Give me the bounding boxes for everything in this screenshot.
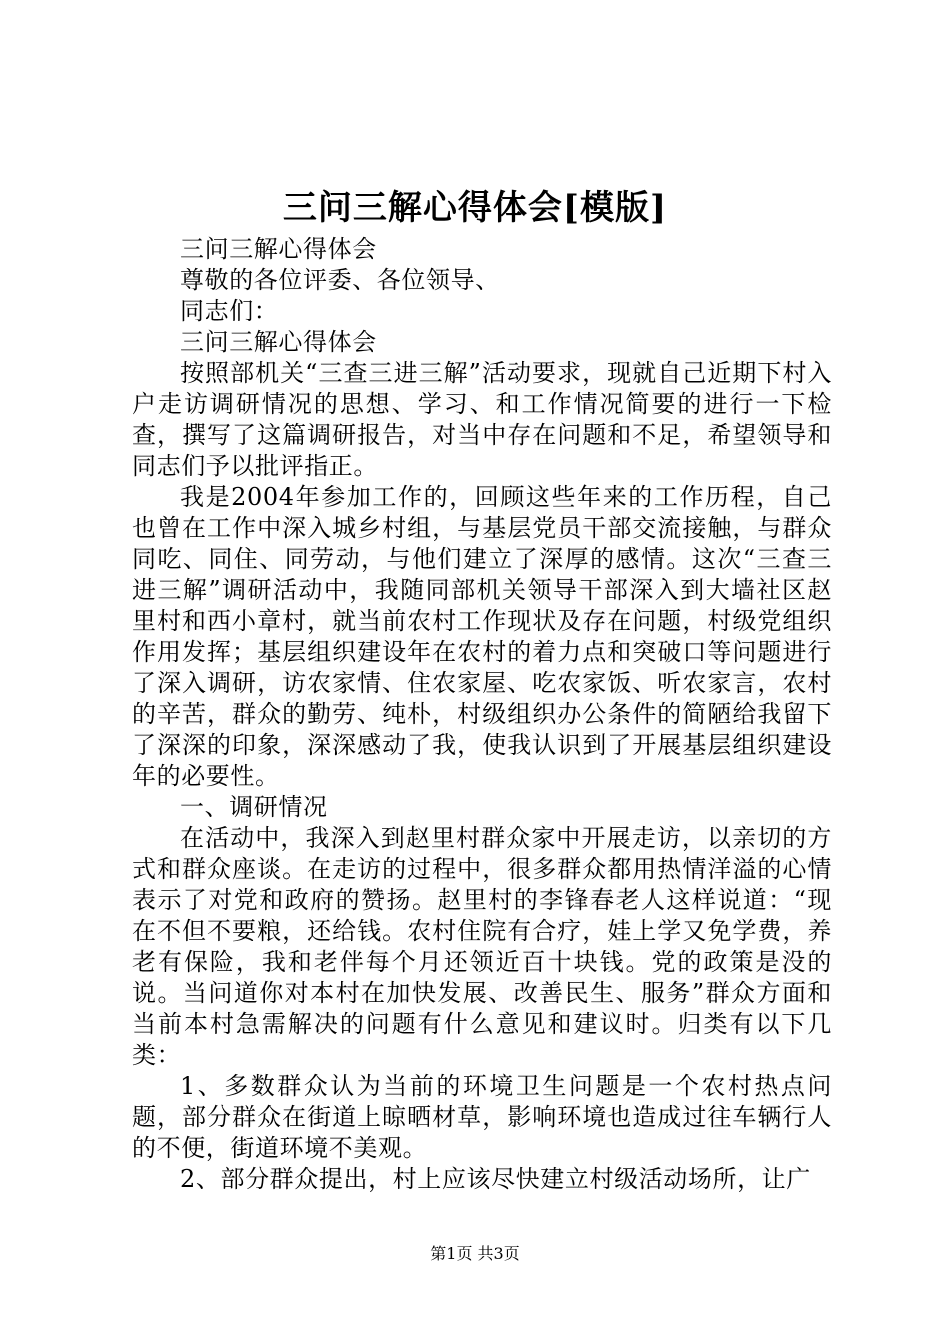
page-footer: 第1页 共3页 <box>430 1244 520 1263</box>
paragraph: 尊敬的各位评委、各位领导、 <box>180 266 500 294</box>
paragraph: 按照部机关“三查三进三解”活动要求，现就自己近期下村入户走访调研情况的思想、学习、和工作情况简要的进行一下检查，撰写了这篇调研报告，对当中存在问题和不足，希望领导和同志们予以批评指正。 <box>132 359 832 480</box>
document-title: 三问三解心得体会[模版] <box>282 188 668 228</box>
paragraph: 三问三解心得体会 <box>180 328 377 356</box>
list-item: 2、部分群众提出，村上应该尽快建立村级活动场所，让广 <box>180 1165 811 1193</box>
paragraph: 三问三解心得体会 <box>180 235 377 263</box>
document-body <box>132 234 832 1195</box>
paragraph: 我是2004年参加工作的，回顾这些年来的工作历程，自己也曾在工作中深入城乡村组，与基层党员干部交流接触，与群众同吃、同住、同劳动，与他们建立了深厚的感情。这次“三查三进三解”调研活动中，我随同部机关领导干部深入到大墙社区赵里村和西小章村，就当前农村工作现状及存在问题，村级党组织作用发挥；基层组织建设年在农村的着力点和突破口等问题进行了深入调研，访农家情、住农家屋、吃农家饭、听农家言，农村的辛苦，群众的勤劳、纯朴，村级组织办公条件的简陋给我留下了深深的印象，深深感动了我，使我认识到了开展基层组织建设年的必要性。 <box>132 483 832 790</box>
paragraph: 同志们： <box>180 297 279 325</box>
section-heading: 一、调研情况 <box>180 793 328 821</box>
paragraph: 在活动中，我深入到赵里村群众家中开展走访，以亲切的方式和群众座谈。在走访的过程中，很多群众都用热情洋溢的心情表示了对党和政府的赞扬。赵里村的李锋春老人这样说道：“现在不但不要粮，还给钱。农村住院有合疗，娃上学又免学费，养老有保险，我和老伴每个月还领近百十块钱。党的政策是没的说。当问道你对本村在加快发展、改善民生、服务”群众方面和当前本村急需解决的问题有什么意见和建议时。归类有以下几类： <box>132 824 832 1069</box>
list-item: 1、多数群众认为当前的环境卫生问题是一个农村热点问题，部分群众在街道上晾晒材草，影响环境也造成过往车辆行人的不便，街道环境不美观。 <box>132 1072 832 1162</box>
